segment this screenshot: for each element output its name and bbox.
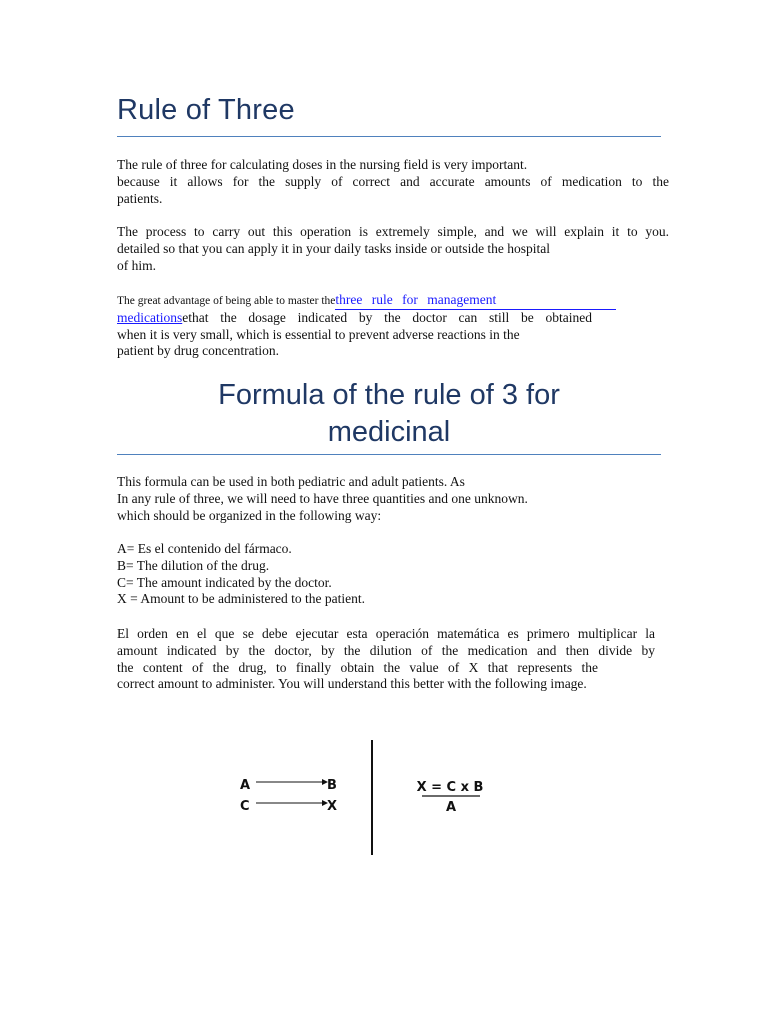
page-title: Rule of Three xyxy=(117,94,295,126)
definitions-list xyxy=(117,541,669,608)
order-line-3: the content of the drug, to finally obtain the value of X that represents the xyxy=(117,659,598,675)
rule-of-three-link[interactable]: three rule for management xyxy=(335,292,616,310)
rule-of-three-diagram xyxy=(0,735,768,860)
diagram-label-a: A xyxy=(240,778,251,793)
formula-denominator: A xyxy=(445,800,457,815)
definition-b: B= The dilution of the drug. xyxy=(117,557,270,573)
advantage-line-4: patient by drug concentration. xyxy=(117,343,279,359)
order-paragraph xyxy=(117,626,655,693)
formula-intro-line-3: which should be organized in the following way: xyxy=(117,507,382,523)
advantage-line-2 xyxy=(117,310,592,327)
formula-heading-line-2: medicinal xyxy=(327,416,451,448)
intro-line-2: because it allows for the supply of correct and accurate amounts of medication to the xyxy=(117,173,669,189)
definition-a: A= Es el contenido del fármaco. xyxy=(117,541,292,556)
medications-link[interactable]: medications xyxy=(117,309,183,325)
intro-line-3: patients. xyxy=(117,190,163,206)
process-line-2: detailed so that you can apply it in your daily tasks inside or outside the hospital xyxy=(117,240,551,256)
process-paragraph xyxy=(117,224,669,274)
order-line-1: El orden en el que se debe ejecutar esta operación matemática es primero multiplicar la xyxy=(117,626,655,641)
intro-paragraph xyxy=(117,157,669,207)
formula-intro-line-2: In any rule of three, we will need to have three quantities and one unknown. xyxy=(117,490,528,506)
advantage-suffix: ethat the dosage indicated by the doctor can still be obtained xyxy=(182,309,592,325)
advantage-line-3: when it is very small, which is essential to prevent adverse reactions in the xyxy=(117,326,520,342)
formula-heading-line-1: Formula of the rule of 3 for xyxy=(218,379,560,411)
diagram-label-x: X xyxy=(327,799,338,814)
process-line-1: The process to carry out this operation is extremely simple, and we will explain it to you. xyxy=(117,224,669,239)
process-line-3: of him. xyxy=(117,257,156,273)
advantage-prefix: The great advantage of being able to master the xyxy=(117,295,336,307)
formula-heading-underline xyxy=(117,454,661,455)
title-underline xyxy=(117,136,661,137)
order-line-2: amount indicated by the doctor, by the dilution of the medication and then divide by xyxy=(117,642,655,658)
diagram-label-c: C xyxy=(240,799,250,814)
formula-heading xyxy=(117,377,661,451)
diagram-label-b: B xyxy=(327,778,337,793)
formula-intro-paragraph xyxy=(117,474,669,524)
definition-x: X = Amount to be administered to the patient. xyxy=(117,591,365,607)
formula-numerator: X = C x B xyxy=(416,780,484,795)
formula-intro-line-1: This formula can be used in both pediatric and adult patients. As xyxy=(117,474,465,489)
order-line-4: correct amount to administer. You will understand this better with the following image. xyxy=(117,676,587,692)
advantage-paragraph xyxy=(117,292,592,360)
intro-line-1: The rule of three for calculating doses in the nursing field is very important. xyxy=(117,157,528,172)
advantage-line-1 xyxy=(117,292,660,310)
definition-c: C= The amount indicated by the doctor. xyxy=(117,574,332,590)
